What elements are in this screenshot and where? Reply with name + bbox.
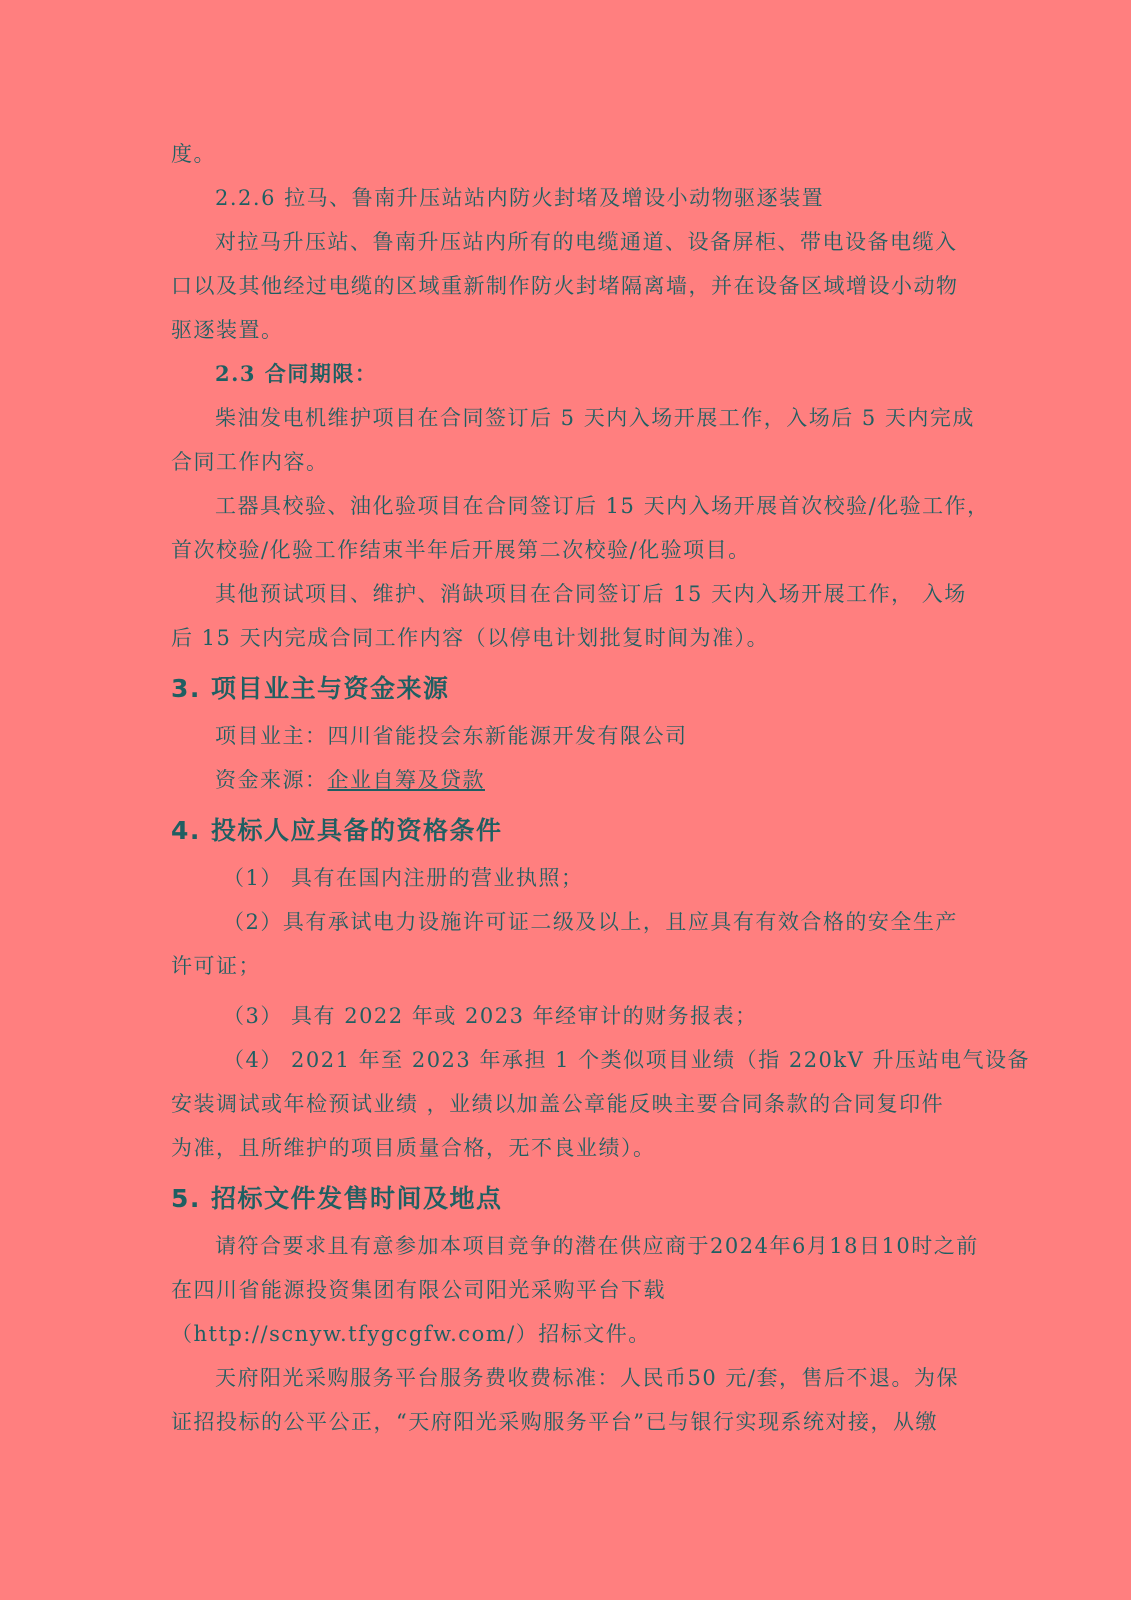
paragraph-line: 安装调试或年检预试业绩 ，业绩以加盖公章能反映主要合同条款的合同复印件	[171, 1092, 945, 1116]
paragraph-line: 证招投标的公平公正，“天府阳光采购服务平台”已与银行实现系统对接，从缴	[171, 1410, 938, 1434]
paragraph-line: 天府阳光采购服务平台服务费收费标准：人民币50 元/套，售后不退。为保	[215, 1366, 959, 1390]
section-heading-5	[171, 1174, 961, 1224]
paragraph-line: 合同工作内容。	[171, 450, 329, 474]
paragraph-line: 在四川省能源投资集团有限公司阳光采购平台下载	[171, 1278, 666, 1302]
list-item: （3） 具有 2022 年或 2023 年经审计的财务报表；	[223, 1004, 758, 1028]
paragraph-line: 首次校验/化验工作结束半年后开展第二次校验/化验项目。	[171, 538, 751, 562]
paragraph-line: 请符合要求且有意参加本项目竞争的潜在供应商于2024年6月18日10时之前	[215, 1234, 979, 1258]
section-title: 招标文件发售时间及地点	[211, 1184, 503, 1213]
paragraph-line	[171, 758, 961, 802]
section-title: 项目业主与资金来源	[211, 674, 450, 703]
field-value: 企业自筹及贷款	[327, 768, 485, 792]
list-item: （1） 具有在国内注册的营业执照；	[223, 866, 584, 890]
paragraph-line: 项目业主：四川省能投会东新能源开发有限公司	[215, 724, 688, 748]
subsection-title: 2.3 合同期限：	[215, 361, 378, 386]
section-number: 4.	[171, 816, 201, 845]
paragraph-line: 工器具校验、油化验项目在合同签订后 15 天内入场开展首次校验/化验工作，	[215, 494, 990, 518]
paragraph-line: 对拉马升压站、鲁南升压站内所有的电缆通道、设备屏柜、带电设备电缆入	[215, 230, 958, 254]
field-label: 资金来源：	[215, 768, 328, 792]
paragraph-line: 柴油发电机维护项目在合同签订后 5 天内入场开展工作，入场后 5 天内完成	[215, 406, 975, 430]
section-title: 投标人应具备的资格条件	[211, 816, 503, 845]
subsection-title: 2.2.6 拉马、鲁南升压站站内防火封堵及增设小动物驱逐装置	[215, 186, 825, 210]
paragraph-line: 度。	[171, 142, 216, 166]
section-number: 3.	[171, 674, 201, 703]
list-item: （2）具有承试电力设施许可证二级及以上，且应具有有效合格的安全生产	[223, 910, 958, 934]
url-line: （http://scnyw.tfygcgfw.com/）招标文件。	[171, 1322, 651, 1346]
document-page	[171, 132, 1030, 1444]
paragraph-line: 驱逐装置。	[171, 318, 284, 342]
section-heading-3	[171, 664, 961, 714]
paragraph-line: 许可证；	[171, 954, 261, 978]
paragraph-line: 其他预试项目、维护、消缺项目在合同签订后 15 天内入场开展工作， 入场	[215, 582, 967, 606]
list-item: （4） 2021 年至 2023 年承担 1 个类似项目业绩（指 220kV 升压站电气设备	[223, 1048, 1030, 1072]
paragraph-line: 后 15 天内完成合同工作内容（以停电计划批复时间为准）。	[171, 626, 770, 650]
section-heading-4	[171, 806, 961, 856]
paragraph-line: 为准，且所维护的项目质量合格，无不良业绩）。	[171, 1136, 656, 1160]
paragraph-line: 口以及其他经过电缆的区域重新制作防火封堵隔离墙，并在设备区域增设小动物	[171, 274, 959, 298]
section-number: 5.	[171, 1184, 201, 1213]
